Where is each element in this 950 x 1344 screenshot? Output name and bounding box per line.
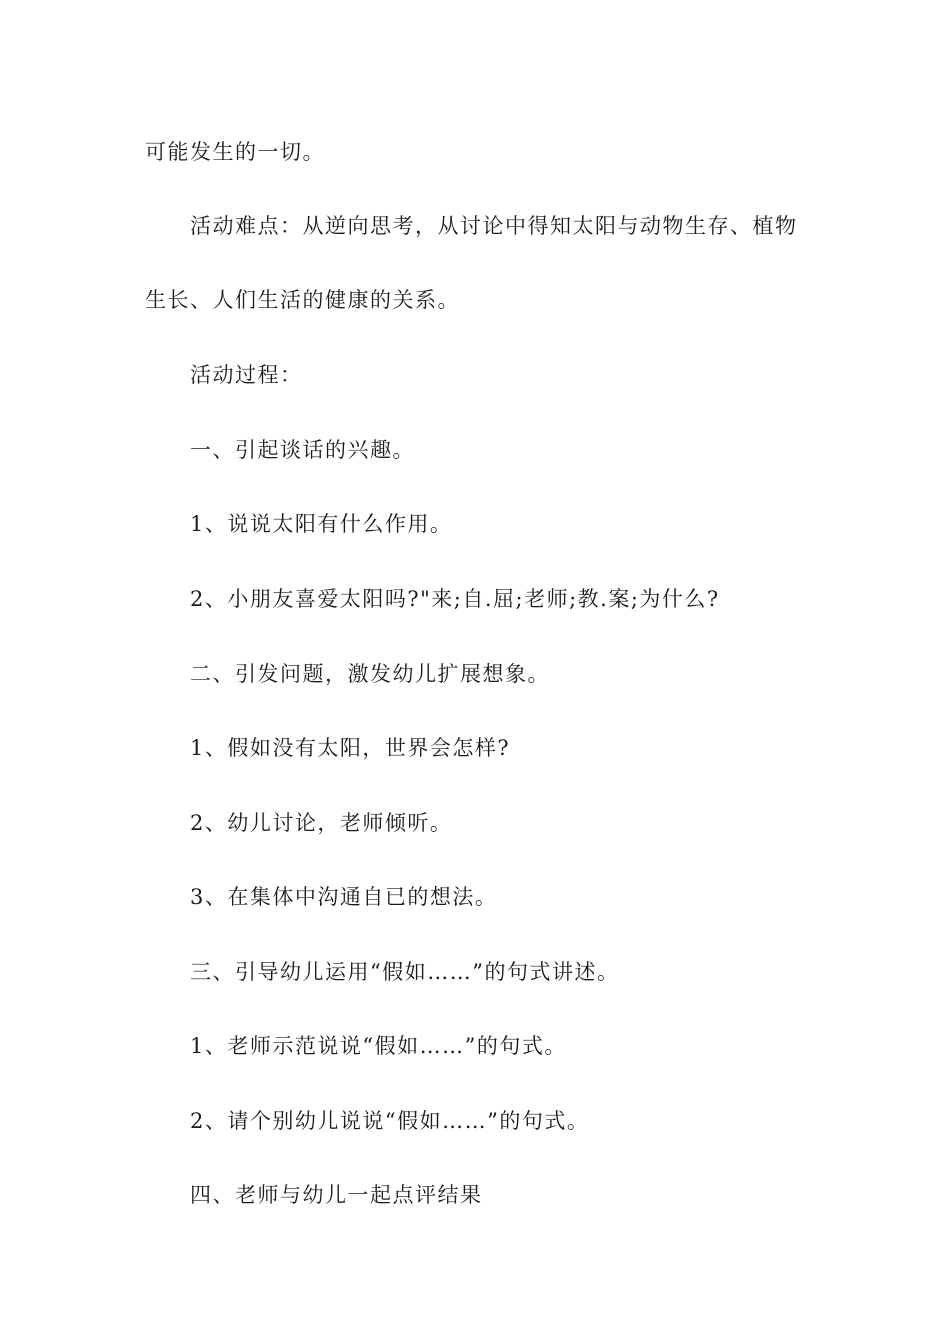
paragraph-difficulty-line-1: 活动难点：从逆向思考，从讨论中得知太阳与动物生存、植物 (190, 214, 798, 238)
section-heading-1: 一、引起谈话的兴趣。 (190, 438, 415, 462)
list-item: 2、小朋友喜爱太阳吗?"来;自.屈;老师;教.案;为什么? (190, 587, 720, 611)
paragraph-continuation: 可能发生的一切。 (145, 140, 325, 164)
heading-activity-process: 活动过程： (190, 363, 303, 387)
list-item: 3、在集体中沟通自已的想法。 (190, 885, 498, 909)
list-item: 1、说说太阳有什么作用。 (190, 512, 453, 536)
section-heading-3: 三、引导幼儿运用“假如……”的句式讲述。 (190, 960, 620, 984)
list-item: 1、假如没有太阳，世界会怎样? (190, 736, 511, 760)
section-heading-2: 二、引发问题，激发幼儿扩展想象。 (190, 662, 550, 686)
list-item: 2、幼儿讨论，老师倾听。 (190, 811, 453, 835)
section-heading-4: 四、老师与幼儿一起点评结果 (190, 1183, 483, 1207)
list-item: 2、请个别幼儿说说“假如……”的句式。 (190, 1109, 590, 1133)
list-item: 1、老师示范说说“假如……”的句式。 (190, 1034, 567, 1058)
paragraph-difficulty-line-2: 生长、人们生活的健康的关系。 (145, 288, 460, 312)
